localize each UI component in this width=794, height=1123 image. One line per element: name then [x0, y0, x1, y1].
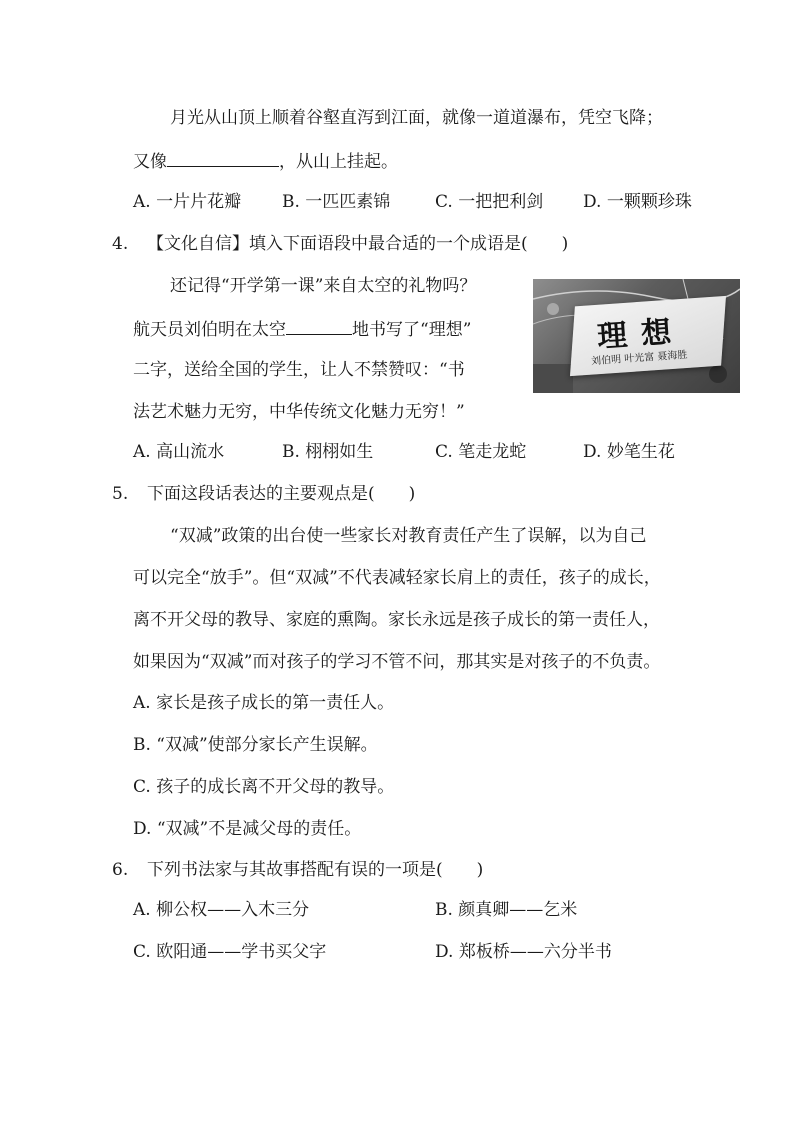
q3-option-a[interactable]: A. 一片片花瓣 — [133, 192, 242, 212]
q6-option-a[interactable]: A. 柳公权——入木三分 — [133, 900, 310, 920]
q5-option-b[interactable]: B. “双减”使部分家长产生误解。 — [133, 735, 378, 755]
q6-number: 6. — [112, 860, 129, 880]
q4-number: 4. — [112, 234, 129, 254]
calligraphy-signatures: 刘伯明 叶光富 聂海胜 — [590, 349, 688, 368]
q4-stem — [147, 232, 568, 256]
q5-number: 5. — [112, 484, 129, 504]
q4-stem-text: 【文化自信】填入下面语段中最合适的一个成语是( — [147, 234, 528, 254]
q4-stem-close: ) — [561, 234, 569, 254]
q5-option-a[interactable]: A. 家长是孩子成长的第一责任人。 — [133, 693, 395, 713]
q4-line2-suffix: 地书写了“理想” — [352, 320, 472, 340]
q5-stem — [147, 482, 415, 506]
q4-passage-line4: 法艺术魅力无穷，中华传统文化魅力无穷！” — [133, 402, 465, 422]
q3-answer-blank[interactable] — [167, 148, 279, 167]
q6-stem-close: ) — [476, 860, 484, 880]
q4-option-b[interactable]: B. 栩栩如生 — [282, 442, 374, 462]
q5-stem-text: 下面这段话表达的主要观点是( — [147, 484, 375, 504]
q4-passage-line1: 还记得“开学第一课”来自太空的礼物吗？ — [170, 276, 477, 296]
q3-passage-line1: 月光从山顶上顺着谷壑直泻到江面，就像一道道瀑布，凭空飞降； — [170, 108, 663, 128]
q4-line2-prefix: 航天员刘伯明在太空 — [133, 320, 286, 340]
q5-passage-line1: “双减”政策的出台使一些家长对教育责任产生了误解，以为自己 — [170, 526, 647, 546]
q5-option-d[interactable]: D. “双减”不是减父母的责任。 — [133, 819, 362, 839]
q6-stem-text: 下列书法家与其故事搭配有误的一项是( — [147, 860, 443, 880]
q3-passage-line2 — [133, 148, 398, 174]
q4-option-d[interactable]: D. 妙笔生花 — [583, 442, 675, 462]
q3-option-b[interactable]: B. 一匹匹素锦 — [282, 192, 391, 212]
q6-option-b[interactable]: B. 颜真卿——乞米 — [435, 900, 578, 920]
q4-passage-line2 — [133, 316, 471, 342]
q3-line2-suffix: ，从山上挂起。 — [279, 152, 398, 172]
q5-passage-line2: 可以完全“放手”。但“双减”不代表减轻家长肩上的责任，孩子的成长， — [133, 568, 661, 588]
q6-stem — [147, 858, 483, 882]
q5-stem-close: ) — [408, 484, 416, 504]
q4-passage-line3: 二字，送给全国的学生，让人不禁赞叹：“书 — [133, 360, 465, 380]
q3-option-c[interactable]: C. 一把把利剑 — [435, 192, 544, 212]
q6-option-c[interactable]: C. 欧阳通——学书买父字 — [133, 942, 327, 962]
calligraphy-text: 理想 — [596, 313, 687, 356]
calligraphy-photo — [533, 279, 740, 393]
q5-passage-line3: 离不开父母的教导、家庭的熏陶。家长永远是孩子成长的第一责任人， — [133, 610, 660, 630]
q6-option-d[interactable]: D. 郑板桥——六分半书 — [435, 942, 612, 962]
q5-passage-line4: 如果因为“双减”而对孩子的学习不管不问，那其实是对孩子的不负责。 — [133, 652, 661, 672]
q4-option-c[interactable]: C. 笔走龙蛇 — [435, 442, 527, 462]
q3-option-d[interactable]: D. 一颗颗珍珠 — [583, 192, 692, 212]
q3-line2-prefix: 又像 — [133, 152, 167, 172]
q4-answer-blank[interactable] — [286, 316, 352, 335]
q4-option-a[interactable]: A. 高山流水 — [133, 442, 225, 462]
q5-option-c[interactable]: C. 孩子的成长离不开父母的教导。 — [133, 777, 395, 797]
